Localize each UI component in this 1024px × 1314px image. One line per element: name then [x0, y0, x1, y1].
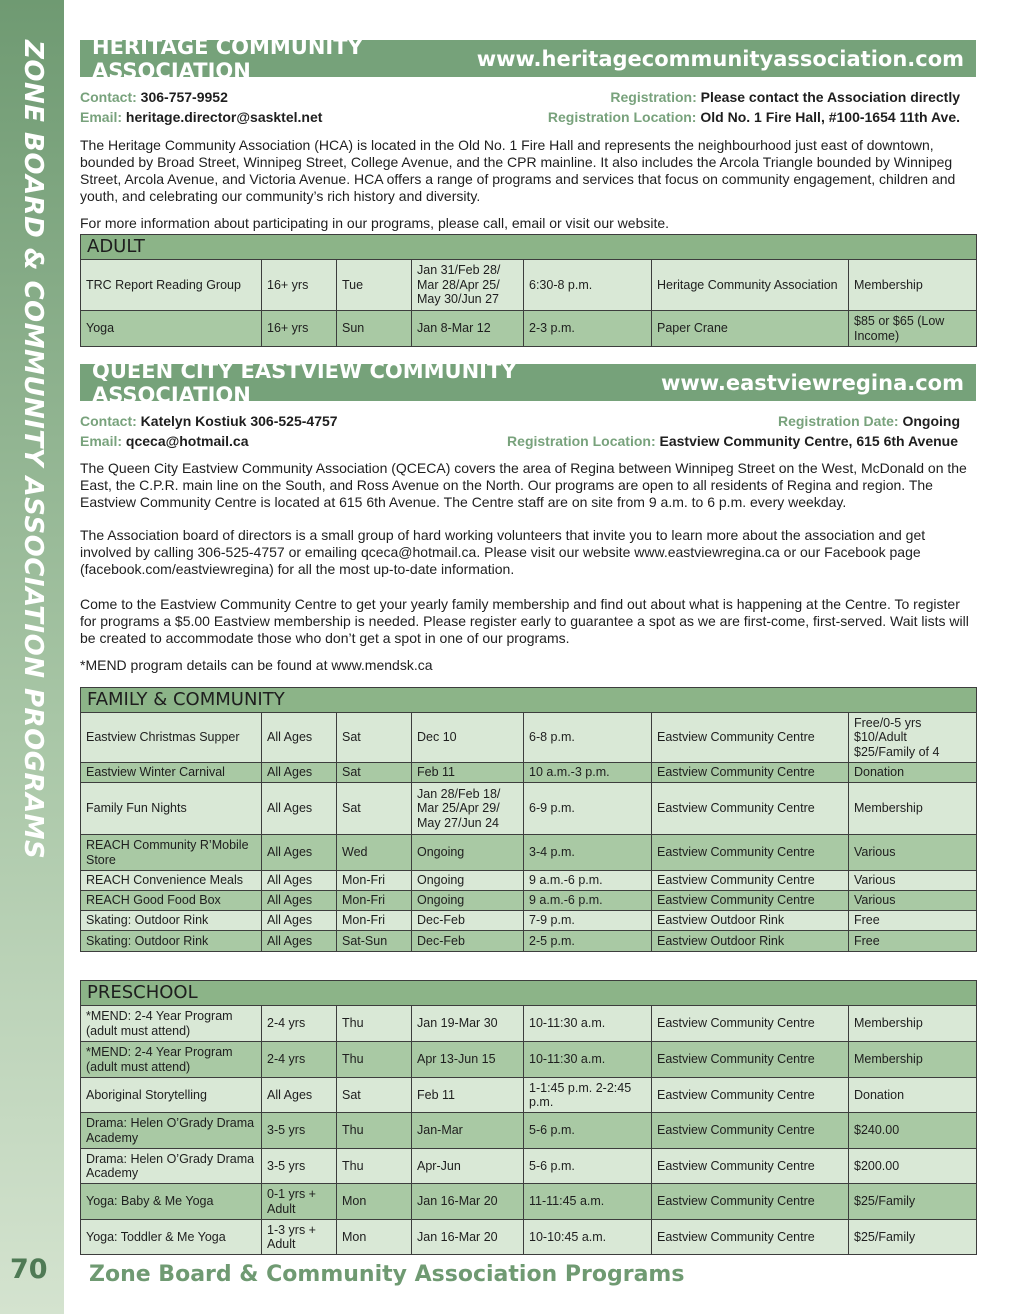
- cell-program: Skating: Outdoor Rink: [81, 911, 262, 931]
- cell-program: Drama: Helen O’Grady Drama Academy: [81, 1149, 262, 1184]
- cell-program: Skating: Outdoor Rink: [81, 931, 262, 952]
- cell-dates: Dec 10: [412, 713, 524, 763]
- cell-time: 1-1:45 p.m. 2-2:45 p.m.: [524, 1078, 652, 1113]
- cell-time: 2-5 p.m.: [524, 931, 652, 952]
- qceca-family-heading: FAMILY & COMMUNITY: [81, 688, 977, 713]
- cell-dates: Jan 8-Mar 12: [412, 311, 524, 347]
- table-row: [81, 931, 977, 952]
- cell-location: Eastview Community Centre: [652, 1006, 849, 1042]
- cell-fee: Membership: [849, 260, 977, 311]
- cell-location: Eastview Community Centre: [652, 1113, 849, 1149]
- table-row: [81, 311, 977, 347]
- cell-time: 9 a.m.-6 p.m.: [524, 891, 652, 911]
- cell-fee: Free: [849, 931, 977, 952]
- cell-dates: Jan 16-Mar 20: [412, 1184, 524, 1220]
- cell-day: Wed: [337, 835, 412, 871]
- table-row: [81, 1220, 977, 1255]
- qceca-registration-label: Registration Date:: [777, 413, 899, 429]
- cell-dates: Jan-Mar: [412, 1113, 524, 1149]
- cell-program: REACH Good Food Box: [81, 891, 262, 911]
- cell-fee: Donation: [849, 763, 977, 783]
- cell-day: Thu: [337, 1113, 412, 1149]
- hca-more-info: For more information about participating in our programs, please call, email or visit our website.: [80, 215, 670, 231]
- cell-fee: $200.00: [849, 1149, 977, 1184]
- cell-dates: Feb 11: [412, 763, 524, 783]
- qceca-preschool-table: [80, 980, 977, 1255]
- table-row: [81, 260, 977, 311]
- qceca-para-3: Come to the Eastview Community Centre to get your yearly family membership and find out about what is happening at the Centre. To register for programs a $5.00 Eastview membership is needed. Please register early to guarantee a spot as we are first-come, first-served. Wait lists will be created to accommodate those who don’t get a spot in one of our programs.: [80, 596, 969, 646]
- cell-location: Eastview Outdoor Rink: [652, 931, 849, 952]
- table-row: [81, 1113, 977, 1149]
- cell-time: 6:30-8 p.m.: [524, 260, 652, 311]
- cell-fee: Membership: [849, 1006, 977, 1042]
- qceca-email-label: Email:: [80, 433, 123, 449]
- cell-fee: Various: [849, 871, 977, 891]
- qceca-preschool-heading: PRESCHOOL: [81, 981, 977, 1006]
- cell-location: Eastview Community Centre: [652, 1184, 849, 1220]
- qceca-banner: [80, 358, 976, 407]
- cell-dates: Feb 11: [412, 1078, 524, 1113]
- qceca-contact: [80, 413, 338, 429]
- cell-program: *MEND: 2-4 Year Program (adult must attend): [81, 1006, 262, 1042]
- cell-program: Family Fun Nights: [81, 783, 262, 835]
- cell-dates: Ongoing: [412, 871, 524, 891]
- hca-contact: [80, 89, 228, 105]
- hca-banner: [80, 34, 976, 83]
- cell-age: All Ages: [262, 835, 337, 871]
- qceca-email-link[interactable]: qceca@hotmail.ca: [125, 433, 249, 449]
- qceca-mend-note: *MEND program details can be found at www.mendsk.ca: [80, 657, 433, 673]
- cell-dates: Dec-Feb: [412, 931, 524, 952]
- cell-day: Sat: [337, 1078, 412, 1113]
- table-row: [81, 763, 977, 783]
- cell-location: Paper Crane: [652, 311, 849, 347]
- cell-fee: Donation: [849, 1078, 977, 1113]
- cell-age: 0-1 yrs + Adult: [262, 1184, 337, 1220]
- table-row: [81, 713, 977, 763]
- cell-age: All Ages: [262, 783, 337, 835]
- table-row: [81, 1006, 977, 1042]
- cell-location: Heritage Community Association: [652, 260, 849, 311]
- hca-adult-heading: ADULT: [81, 235, 977, 260]
- cell-day: Mon-Fri: [337, 911, 412, 931]
- cell-day: Mon-Fri: [337, 891, 412, 911]
- cell-age: 2-4 yrs: [262, 1006, 337, 1042]
- table-row: [81, 783, 977, 835]
- qceca-contact-value: Katelyn Kostiuk 306-525-4757: [140, 413, 338, 429]
- cell-day: Sun: [337, 311, 412, 347]
- cell-program: TRC Report Reading Group: [81, 260, 262, 311]
- qceca-reg-location-label: Registration Location:: [507, 433, 656, 449]
- cell-age: 3-5 yrs: [262, 1149, 337, 1184]
- footer-title: Zone Board & Community Association Programs: [89, 1262, 685, 1287]
- table-row: [81, 871, 977, 891]
- cell-day: Thu: [337, 1006, 412, 1042]
- hca-registration-value: Please contact the Association directly: [700, 89, 960, 105]
- cell-dates: Jan 31/Feb 28/ Mar 28/Apr 25/ May 30/Jun 27: [412, 260, 524, 311]
- cell-day: Tue: [337, 260, 412, 311]
- table-row: [81, 911, 977, 931]
- cell-time: 3-4 p.m.: [524, 835, 652, 871]
- cell-location: Eastview Community Centre: [652, 1220, 849, 1255]
- cell-fee: $25/Family: [849, 1184, 977, 1220]
- cell-dates: Ongoing: [412, 835, 524, 871]
- qceca-reg-location-value: Eastview Community Centre, 615 6th Avenue: [659, 433, 958, 449]
- cell-dates: Dec-Feb: [412, 911, 524, 931]
- cell-location: Eastview Community Centre: [652, 1078, 849, 1113]
- cell-fee: Free/0-5 yrs $10/Adult $25/Family of 4: [849, 713, 977, 763]
- hca-reg-location: [548, 109, 960, 125]
- hca-registration: [610, 89, 960, 105]
- page-number: 70: [10, 1254, 48, 1285]
- cell-age: All Ages: [262, 891, 337, 911]
- cell-day: Mon-Fri: [337, 871, 412, 891]
- hca-reg-location-label: Registration Location:: [547, 109, 697, 125]
- cell-time: 9 a.m.-6 p.m.: [524, 871, 652, 891]
- hca-description: The Heritage Community Association (HCA) is located in the Old No. 1 Fire Hall and represents the neighbourhood just east of downtown, bounded by Broad Street, Winnipeg Street, College Avenue, and the CPR mainline. It also includes the Arcola Triangle bounded by Winnipeg Street, Arcola Avenue, and Victoria Avenue. HCA offers a range of programs and services that focus on community engagement, children and youth, and celebrating our community’s rich history and diversity.: [80, 137, 956, 204]
- cell-fee: $240.00: [849, 1113, 977, 1149]
- cell-time: 5-6 p.m.: [524, 1113, 652, 1149]
- cell-day: Sat: [337, 763, 412, 783]
- cell-fee: Membership: [849, 783, 977, 835]
- sidebar-title: ZONE BOARD & COMMUNITY ASSOCIATION PROGRAMS: [18, 40, 48, 860]
- cell-program: REACH Community R’Mobile Store: [81, 835, 262, 871]
- table-row: [81, 1149, 977, 1184]
- cell-program: Eastview Winter Carnival: [81, 763, 262, 783]
- hca-email: [80, 109, 322, 125]
- cell-location: Eastview Community Centre: [652, 783, 849, 835]
- cell-dates: Jan 28/Feb 18/ Mar 25/Apr 29/ May 27/Jun 24: [412, 783, 524, 835]
- cell-time: 10-10:45 a.m.: [524, 1220, 652, 1255]
- cell-location: Eastview Community Centre: [652, 713, 849, 763]
- cell-age: 2-4 yrs: [262, 1042, 337, 1078]
- cell-location: Eastview Outdoor Rink: [652, 911, 849, 931]
- cell-fee: $25/Family: [849, 1220, 977, 1255]
- cell-location: Eastview Community Centre: [652, 891, 849, 911]
- qceca-name: QUEEN CITY EASTVIEW COMMUNITY ASSOCIATION: [92, 358, 517, 407]
- cell-program: Yoga: Baby & Me Yoga: [81, 1184, 262, 1220]
- cell-program: Drama: Helen O’Grady Drama Academy: [81, 1113, 262, 1149]
- cell-age: 16+ yrs: [262, 311, 337, 347]
- cell-location: Eastview Community Centre: [652, 1149, 849, 1184]
- qceca-para-2: The Association board of directors is a small group of hard working volunteers that invite you to learn more about the association and get involved by calling 306-525-4757 or emailing qceca@hotmail.ca. Please visit our website www.eastviewregina.ca or our Facebook page (facebook.com/eastviewregina) for all the most up-to-date information.: [80, 527, 926, 577]
- qceca-family-table: [80, 687, 977, 952]
- cell-fee: Various: [849, 835, 977, 871]
- cell-age: All Ages: [262, 871, 337, 891]
- hca-contact-value: 306-757-9952: [140, 89, 228, 105]
- cell-fee: Various: [849, 891, 977, 911]
- cell-fee: Membership: [849, 1042, 977, 1078]
- table-row: [81, 835, 977, 871]
- sidebar: [0, 0, 64, 1314]
- cell-age: All Ages: [262, 931, 337, 952]
- cell-fee: Free: [849, 911, 977, 931]
- qceca-para-1: The Queen City Eastview Community Association (QCECA) covers the area of Regina between Winnipeg Street on the West, McDonald on the East, the C.P.R. main line on the South, and Ross Avenue on the North. Our programs are open to all residents of Regina and region. The Eastview Community Centre is located at 615 6th Avenue. The Centre staff are on site from 9 a.m. to 6 p.m. every weekday.: [80, 460, 967, 510]
- cell-day: Mon: [337, 1184, 412, 1220]
- cell-time: 10 a.m.-3 p.m.: [524, 763, 652, 783]
- hca-email-label: Email:: [80, 109, 123, 125]
- qceca-email: [80, 433, 249, 449]
- cell-day: Thu: [337, 1149, 412, 1184]
- cell-dates: Apr 13-Jun 15: [412, 1042, 524, 1078]
- hca-adult-table: [80, 234, 977, 347]
- hca-email-link[interactable]: heritage.director@sasktel.net: [125, 109, 323, 125]
- cell-time: 7-9 p.m.: [524, 911, 652, 931]
- cell-program: *MEND: 2-4 Year Program (adult must attend): [81, 1042, 262, 1078]
- table-row: [81, 1042, 977, 1078]
- qceca-registration: [778, 413, 960, 429]
- cell-age: All Ages: [262, 713, 337, 763]
- qceca-website-link[interactable]: www.eastviewregina.com: [660, 370, 964, 395]
- cell-time: 10-11:30 a.m.: [524, 1042, 652, 1078]
- qceca-contact-label: Contact:: [80, 413, 137, 429]
- cell-dates: Ongoing: [412, 891, 524, 911]
- cell-age: All Ages: [262, 911, 337, 931]
- cell-program: Yoga: [81, 311, 262, 347]
- hca-reg-location-value: Old No. 1 Fire Hall, #100-1654 11th Ave.: [700, 109, 960, 125]
- cell-time: 10-11:30 a.m.: [524, 1006, 652, 1042]
- cell-dates: Apr-Jun: [412, 1149, 524, 1184]
- cell-day: Thu: [337, 1042, 412, 1078]
- cell-location: Eastview Community Centre: [652, 763, 849, 783]
- cell-location: Eastview Community Centre: [652, 871, 849, 891]
- cell-day: Sat: [337, 783, 412, 835]
- table-row: [81, 891, 977, 911]
- cell-time: 2-3 p.m.: [524, 311, 652, 347]
- cell-program: Aboriginal Storytelling: [81, 1078, 262, 1113]
- cell-age: 16+ yrs: [262, 260, 337, 311]
- cell-age: All Ages: [262, 1078, 337, 1113]
- cell-program: Yoga: Toddler & Me Yoga: [81, 1220, 262, 1255]
- cell-day: Sat: [337, 713, 412, 763]
- cell-time: 6-9 p.m.: [524, 783, 652, 835]
- cell-location: Eastview Community Centre: [652, 835, 849, 871]
- hca-website-link[interactable]: www.heritagecommunityassociation.com: [476, 46, 964, 71]
- cell-age: 3-5 yrs: [262, 1113, 337, 1149]
- cell-dates: Jan 19-Mar 30: [412, 1006, 524, 1042]
- cell-time: 6-8 p.m.: [524, 713, 652, 763]
- table-row: [81, 1078, 977, 1113]
- cell-location: Eastview Community Centre: [652, 1042, 849, 1078]
- qceca-registration-value: Ongoing: [902, 413, 960, 429]
- cell-day: Mon: [337, 1220, 412, 1255]
- cell-dates: Jan 16-Mar 20: [412, 1220, 524, 1255]
- cell-age: All Ages: [262, 763, 337, 783]
- cell-time: 11-11:45 a.m.: [524, 1184, 652, 1220]
- hca-contact-label: Contact:: [80, 89, 137, 105]
- cell-fee: $85 or $65 (Low Income): [849, 311, 977, 347]
- table-row: [81, 1184, 977, 1220]
- hca-registration-label: Registration:: [610, 89, 697, 105]
- cell-time: 5-6 p.m.: [524, 1149, 652, 1184]
- qceca-reg-location: [507, 433, 958, 449]
- cell-day: Sat-Sun: [337, 931, 412, 952]
- cell-age: 1-3 yrs + Adult: [262, 1220, 337, 1255]
- hca-name: HERITAGE COMMUNITY ASSOCIATION: [92, 34, 363, 83]
- cell-program: REACH Convenience Meals: [81, 871, 262, 891]
- cell-program: Eastview Christmas Supper: [81, 713, 262, 763]
